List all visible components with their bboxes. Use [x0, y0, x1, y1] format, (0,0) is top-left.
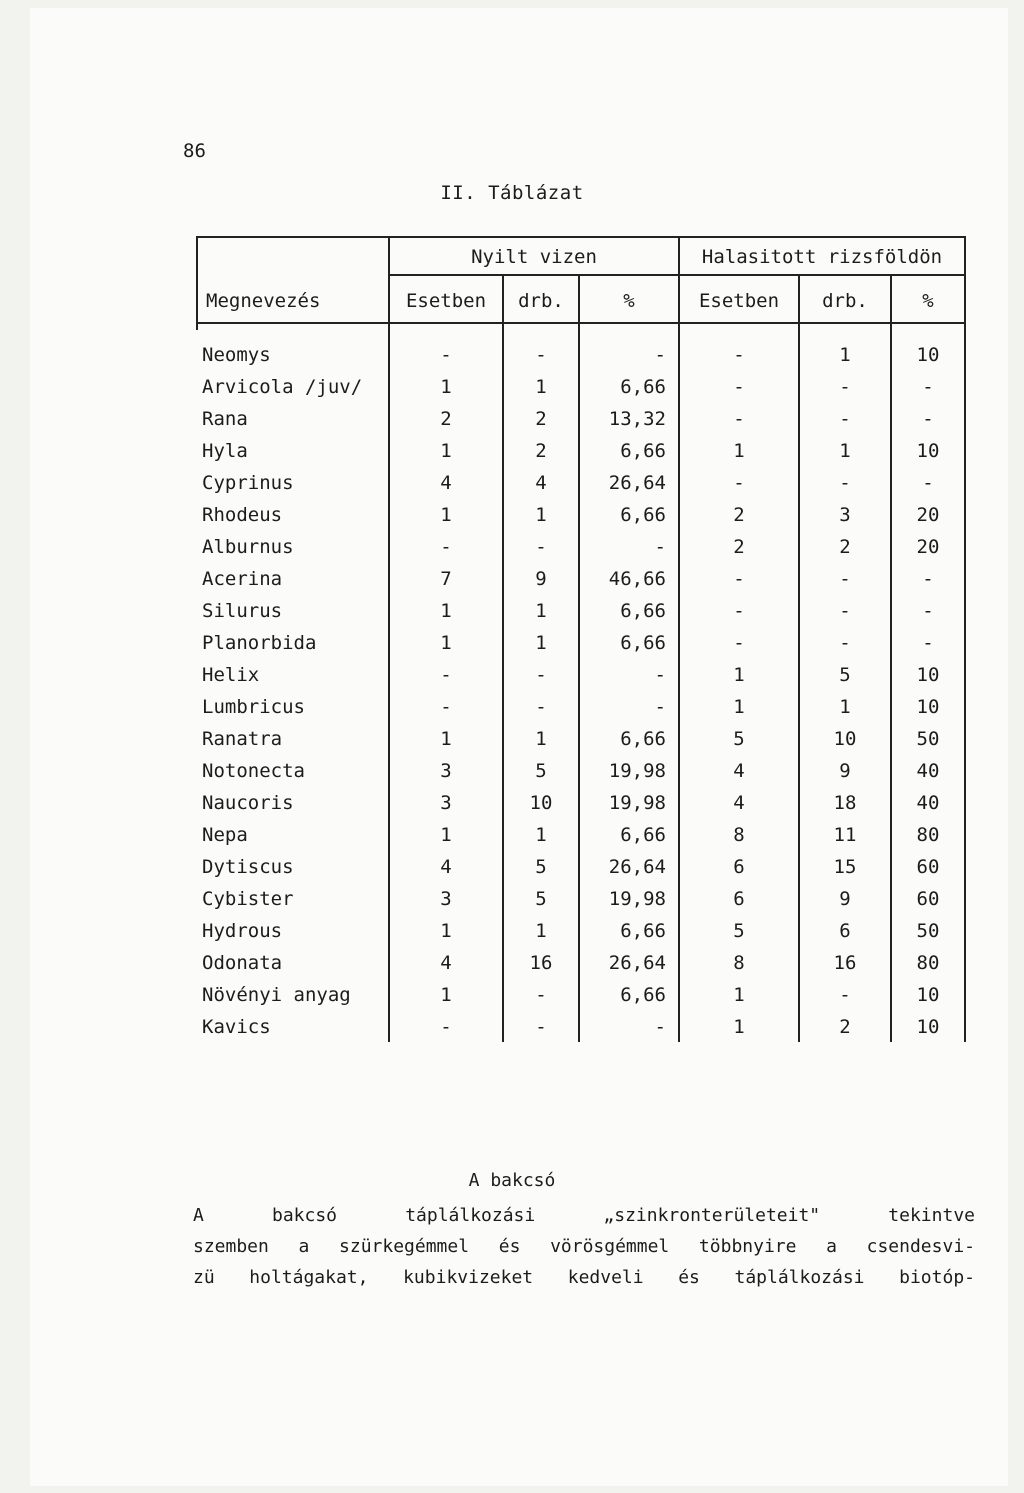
- percent-rice-field-cell: -: [922, 376, 934, 398]
- count-rice-field-cell: 16: [833, 952, 857, 974]
- count-open-water-cell: 2: [535, 408, 547, 430]
- count-rice-field-cell: 1: [839, 344, 851, 366]
- count-rice-field-cell: -: [839, 632, 851, 654]
- count-open-water-cell: 1: [535, 376, 547, 398]
- column-header-cases-1: Esetben: [405, 290, 487, 312]
- table-row: [196, 853, 966, 885]
- count-rice-field-cell: 18: [833, 792, 857, 814]
- count-open-water-cell: -: [535, 536, 547, 558]
- row-name-cell: Arvicola /juv/: [202, 376, 363, 398]
- group-header-rule: [388, 274, 966, 276]
- row-name-cell: Acerina: [202, 568, 283, 590]
- count-open-water-cell: 9: [535, 568, 547, 590]
- table-row: [196, 661, 966, 693]
- cases-open-water-cell: 2: [440, 408, 452, 430]
- count-open-water-cell: 10: [529, 792, 553, 814]
- count-rice-field-cell: -: [839, 568, 851, 590]
- row-name-cell: Neomys: [202, 344, 271, 366]
- count-rice-field-cell: 11: [833, 824, 857, 846]
- percent-rice-field-cell: 60: [916, 856, 940, 878]
- percent-open-water-cell: 6,66: [620, 824, 666, 846]
- percent-rice-field-cell: -: [922, 408, 934, 430]
- row-name-cell: Dytiscus: [202, 856, 294, 878]
- percent-open-water-cell: 6,66: [620, 440, 666, 462]
- cases-open-water-cell: 1: [440, 824, 452, 846]
- count-rice-field-cell: 9: [839, 760, 851, 782]
- count-rice-field-cell: 15: [833, 856, 857, 878]
- table-row: [196, 725, 966, 757]
- cases-rice-field-cell: 1: [733, 664, 745, 686]
- cases-open-water-cell: 4: [440, 856, 452, 878]
- percent-open-water-cell: 19,98: [608, 792, 666, 814]
- section-heading: A bakcsó: [468, 1170, 556, 1191]
- column-header-count-2: drb.: [822, 290, 868, 312]
- count-open-water-cell: 4: [535, 472, 547, 494]
- cases-open-water-cell: 3: [440, 760, 452, 782]
- table-row: [196, 949, 966, 981]
- table-row: [196, 1013, 966, 1045]
- cases-rice-field-cell: -: [733, 568, 745, 590]
- cases-rice-field-cell: 2: [733, 504, 745, 526]
- table-row: [196, 981, 966, 1013]
- row-name-cell: Nepa: [202, 824, 248, 846]
- percent-rice-field-cell: -: [922, 568, 934, 590]
- table-row: [196, 405, 966, 437]
- table-row: [196, 821, 966, 853]
- count-open-water-cell: 1: [535, 728, 547, 750]
- percent-rice-field-cell: 50: [916, 728, 940, 750]
- cases-open-water-cell: 1: [440, 504, 452, 526]
- paragraph-line: A bakcsó táplálkozási „szinkronterületeit" tekintve: [193, 1205, 975, 1226]
- table-row: [196, 789, 966, 821]
- cases-rice-field-cell: -: [733, 344, 745, 366]
- count-rice-field-cell: 10: [833, 728, 857, 750]
- percent-open-water-cell: 6,66: [620, 600, 666, 622]
- row-name-cell: Kavics: [202, 1016, 271, 1038]
- cases-open-water-cell: 3: [440, 792, 452, 814]
- group-header-rice-field: Halasitott rizsföldön: [701, 246, 943, 268]
- table-row: [196, 373, 966, 405]
- table-row: [196, 533, 966, 565]
- cases-open-water-cell: -: [440, 536, 452, 558]
- count-rice-field-cell: -: [839, 984, 851, 1006]
- count-rice-field-cell: 1: [839, 696, 851, 718]
- percent-rice-field-cell: 10: [916, 696, 940, 718]
- column-header-percent-2: %: [922, 290, 934, 312]
- paragraph-line: zü holtágakat, kubikvizeket kedveli és táplálkozási biotóp-: [193, 1267, 975, 1288]
- percent-rice-field-cell: 40: [916, 792, 940, 814]
- count-open-water-cell: 2: [535, 440, 547, 462]
- percent-open-water-cell: 26,64: [608, 856, 666, 878]
- percent-open-water-cell: 6,66: [620, 376, 666, 398]
- percent-rice-field-cell: -: [922, 472, 934, 494]
- percent-rice-field-cell: 10: [916, 984, 940, 1006]
- percent-rice-field-cell: 50: [916, 920, 940, 942]
- cases-rice-field-cell: 4: [733, 792, 745, 814]
- cases-rice-field-cell: -: [733, 600, 745, 622]
- percent-rice-field-cell: 80: [916, 824, 940, 846]
- percent-rice-field-cell: -: [922, 600, 934, 622]
- cases-open-water-cell: 1: [440, 632, 452, 654]
- percent-rice-field-cell: 20: [916, 504, 940, 526]
- cases-open-water-cell: 1: [440, 984, 452, 1006]
- cases-rice-field-cell: -: [733, 376, 745, 398]
- percent-open-water-cell: 6,66: [620, 920, 666, 942]
- count-rice-field-cell: 2: [839, 536, 851, 558]
- cases-rice-field-cell: 2: [733, 536, 745, 558]
- table-row: [196, 917, 966, 949]
- row-name-cell: Hydrous: [202, 920, 283, 942]
- table-row: [196, 885, 966, 917]
- percent-open-water-cell: 6,66: [620, 728, 666, 750]
- percent-open-water-cell: -: [654, 344, 666, 366]
- cases-rice-field-cell: -: [733, 408, 745, 430]
- table-row: [196, 597, 966, 629]
- cases-open-water-cell: -: [440, 664, 452, 686]
- count-open-water-cell: 1: [535, 920, 547, 942]
- count-open-water-cell: 5: [535, 760, 547, 782]
- percent-open-water-cell: -: [654, 696, 666, 718]
- percent-rice-field-cell: -: [922, 632, 934, 654]
- count-rice-field-cell: -: [839, 600, 851, 622]
- count-rice-field-cell: 9: [839, 888, 851, 910]
- count-open-water-cell: 5: [535, 856, 547, 878]
- count-open-water-cell: -: [535, 664, 547, 686]
- cases-open-water-cell: 1: [440, 440, 452, 462]
- table-row: [196, 693, 966, 725]
- percent-rice-field-cell: 80: [916, 952, 940, 974]
- cases-open-water-cell: 4: [440, 952, 452, 974]
- row-name-cell: Lumbricus: [202, 696, 305, 718]
- row-name-cell: Cybister: [202, 888, 294, 910]
- cases-open-water-cell: 4: [440, 472, 452, 494]
- row-name-cell: Cyprinus: [202, 472, 294, 494]
- table-title: II. Táblázat: [440, 182, 584, 204]
- cases-open-water-cell: 7: [440, 568, 452, 590]
- data-table: [196, 236, 966, 1042]
- column-header-name: Megnevezés: [206, 290, 321, 312]
- cases-open-water-cell: 1: [440, 376, 452, 398]
- cases-rice-field-cell: 6: [733, 856, 745, 878]
- percent-open-water-cell: 19,98: [608, 760, 666, 782]
- count-rice-field-cell: -: [839, 408, 851, 430]
- table-row: [196, 437, 966, 469]
- row-name-cell: Rana: [202, 408, 248, 430]
- count-open-water-cell: 1: [535, 824, 547, 846]
- page-number: 86: [183, 140, 206, 162]
- cases-rice-field-cell: -: [733, 632, 745, 654]
- header-bottom-rule: [196, 322, 966, 324]
- cases-rice-field-cell: 8: [733, 824, 745, 846]
- count-rice-field-cell: 1: [839, 440, 851, 462]
- percent-open-water-cell: -: [654, 536, 666, 558]
- count-rice-field-cell: 5: [839, 664, 851, 686]
- row-name-cell: Naucoris: [202, 792, 294, 814]
- percent-rice-field-cell: 60: [916, 888, 940, 910]
- row-name-cell: Rhodeus: [202, 504, 283, 526]
- count-rice-field-cell: 3: [839, 504, 851, 526]
- cases-open-water-cell: -: [440, 696, 452, 718]
- percent-open-water-cell: 6,66: [620, 632, 666, 654]
- cases-open-water-cell: 1: [440, 920, 452, 942]
- table-row: [196, 469, 966, 501]
- cases-open-water-cell: -: [440, 344, 452, 366]
- percent-rice-field-cell: 10: [916, 344, 940, 366]
- percent-open-water-cell: -: [654, 664, 666, 686]
- count-rice-field-cell: -: [839, 376, 851, 398]
- row-name-cell: Alburnus: [202, 536, 294, 558]
- cases-rice-field-cell: 1: [733, 696, 745, 718]
- row-name-cell: Hyla: [202, 440, 248, 462]
- table-row: [196, 501, 966, 533]
- table-row: [196, 757, 966, 789]
- count-open-water-cell: -: [535, 984, 547, 1006]
- count-open-water-cell: 16: [529, 952, 553, 974]
- row-name-cell: Növényi anyag: [202, 984, 351, 1006]
- cases-open-water-cell: -: [440, 1016, 452, 1038]
- row-name-cell: Silurus: [202, 600, 283, 622]
- count-rice-field-cell: 6: [839, 920, 851, 942]
- table-left-rule: [196, 236, 198, 330]
- count-open-water-cell: 1: [535, 504, 547, 526]
- cases-rice-field-cell: 1: [733, 984, 745, 1006]
- count-open-water-cell: -: [535, 344, 547, 366]
- percent-rice-field-cell: 20: [916, 536, 940, 558]
- row-name-cell: Ranatra: [202, 728, 283, 750]
- body-paragraph: [193, 1200, 975, 1293]
- row-name-cell: Odonata: [202, 952, 283, 974]
- percent-open-water-cell: 26,64: [608, 472, 666, 494]
- cases-rice-field-cell: 4: [733, 760, 745, 782]
- column-header-percent-1: %: [623, 290, 635, 312]
- percent-open-water-cell: 46,66: [608, 568, 666, 590]
- column-header-count-1: drb.: [518, 290, 564, 312]
- group-header-open-water: Nyilt vizen: [471, 246, 597, 268]
- cases-rice-field-cell: 5: [733, 728, 745, 750]
- paragraph-line: szemben a szürkegémmel és vörösgémmel többnyire a csendesvi-: [193, 1236, 975, 1257]
- count-open-water-cell: -: [535, 696, 547, 718]
- column-header-cases-2: Esetben: [698, 290, 780, 312]
- cases-rice-field-cell: 6: [733, 888, 745, 910]
- percent-open-water-cell: 19,98: [608, 888, 666, 910]
- row-name-cell: Planorbida: [202, 632, 317, 654]
- count-open-water-cell: 1: [535, 632, 547, 654]
- cases-open-water-cell: 1: [440, 600, 452, 622]
- cases-open-water-cell: 1: [440, 728, 452, 750]
- cases-rice-field-cell: 8: [733, 952, 745, 974]
- table-row: [196, 341, 966, 373]
- percent-rice-field-cell: 10: [916, 1016, 940, 1038]
- row-name-cell: Helix: [202, 664, 260, 686]
- cases-rice-field-cell: 1: [733, 440, 745, 462]
- percent-rice-field-cell: 40: [916, 760, 940, 782]
- percent-rice-field-cell: 10: [916, 440, 940, 462]
- table-row: [196, 565, 966, 597]
- table-top-rule: [196, 236, 966, 238]
- percent-rice-field-cell: 10: [916, 664, 940, 686]
- percent-open-water-cell: 13,32: [608, 408, 666, 430]
- cases-rice-field-cell: -: [733, 472, 745, 494]
- count-open-water-cell: -: [535, 1016, 547, 1038]
- cases-open-water-cell: 3: [440, 888, 452, 910]
- table-row: [196, 629, 966, 661]
- percent-open-water-cell: 26,64: [608, 952, 666, 974]
- percent-open-water-cell: -: [654, 1016, 666, 1038]
- count-open-water-cell: 1: [535, 600, 547, 622]
- cases-rice-field-cell: 5: [733, 920, 745, 942]
- row-name-cell: Notonecta: [202, 760, 305, 782]
- count-open-water-cell: 5: [535, 888, 547, 910]
- percent-open-water-cell: 6,66: [620, 504, 666, 526]
- count-rice-field-cell: 2: [839, 1016, 851, 1038]
- percent-open-water-cell: 6,66: [620, 984, 666, 1006]
- count-rice-field-cell: -: [839, 472, 851, 494]
- cases-rice-field-cell: 1: [733, 1016, 745, 1038]
